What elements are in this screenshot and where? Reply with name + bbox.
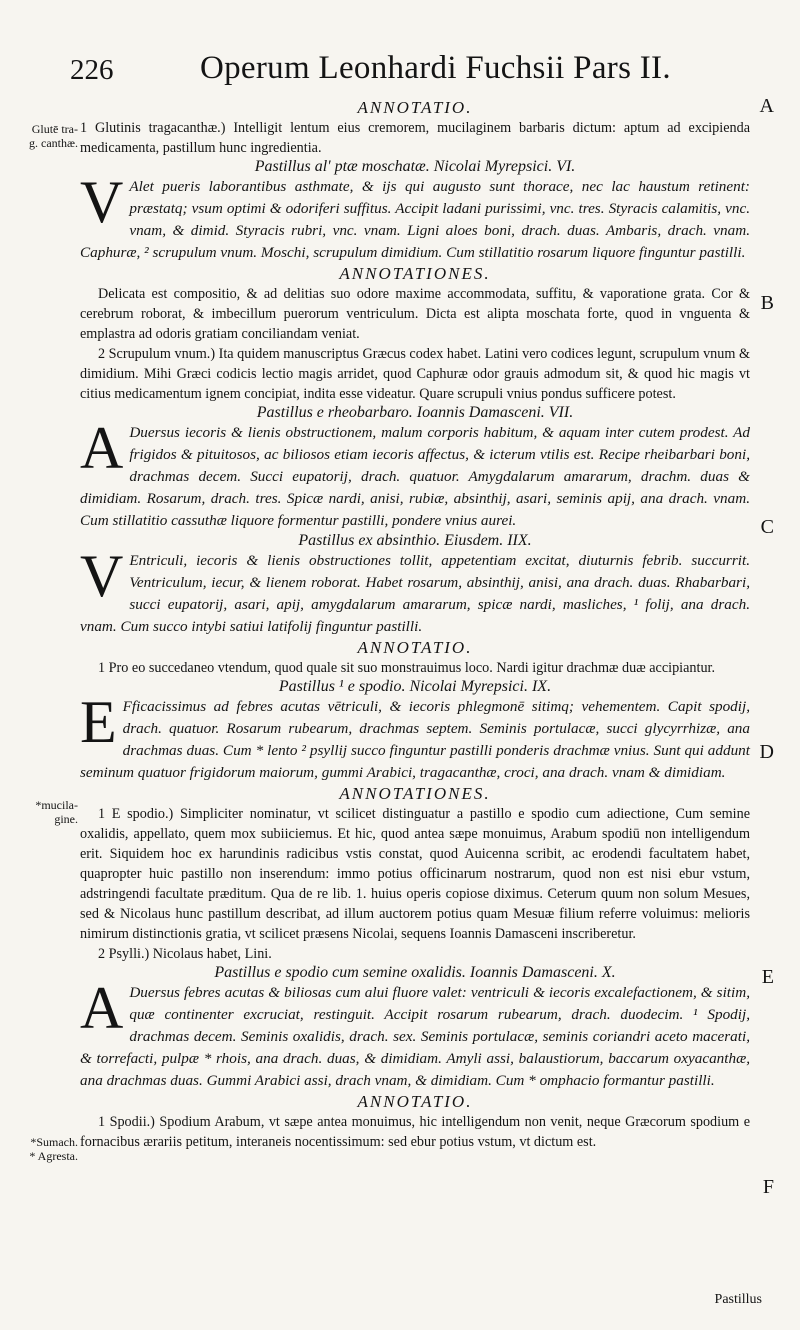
annotation-heading: ANNOTATIONES. — [339, 264, 491, 283]
text-column — [80, 98, 750, 1152]
recipe-title: Pastillus e spodio cum semine oxalidis. Ioannis Damasceni. X. — [214, 964, 616, 981]
recipe-text: Duersus febres acutas & biliosas cum alui fluore valet: ventriculi & iecoris excalefactionem, & sitim, quæ continenter excruciat, restinguit. Accipit rosarum rubearum, drach. duodecim. ¹ Spodij, drachmas decem. Seminis oxalidis, drach. sex. Seminis portulacæ, seminis coriandri aceto macerati, & torrefacti, pulpæ * rhois, ana drach. duas, & dimidiam. Amyli assi, balaustiorum, baccarum oxyacanthæ, ana drachmas duas. Gummi Arabici assi, drach vnam, & dimidiam. Cum * omphacio formantur pastilli. — [80, 984, 750, 1089]
annotation-paragraph: 1 E spodio.) Simpliciter nominatur, vt scilicet distinguatur a pastillo e spodio cum adiectione, Cum semine oxalidis, appellato, quem mox subiiciemus. Et hic, quod antea sæpe monuimus, Arabum spodiū non intelligendum erit. Siquidem hoc ex harundinis radicibus vstis constat, quod Auicenna scribit, ac erodendi facultatem habet, quapropter huic pastillo non inserendum: immo potius officinarum nostrarum, quod non est nisi ebur vstum, adstringendi facultate præditum. Qua de re lib. 1. huius operis copiose diximus. Ceterum quum non solum Mesues, sed & Nicolaus hunc pastillum describat, ad illum auctorem potius quam Mesuæ filium referre voluimus: melioris nimirum distinctionis gratia, vt scilicet præsens Nicolai, sequens Ioannis Damasceni inscriberetur. — [80, 806, 750, 942]
catchword: Pastillus — [714, 1292, 762, 1307]
margin-note-sumach-agresta: *Sumach. * Agresta. — [29, 1135, 78, 1163]
drop-capital: E — [80, 689, 117, 755]
annotation-paragraph: 1 Spodii.) Spodium Arabum, vt sæpe antea monuimus, hic intelligendum non venit, neque Græcorum spodium e fornacibus ærariis petitum, interaneis nocentissimum: sed ebur potius vstum, vt dictum est. — [80, 1114, 750, 1150]
page-number: 226 — [70, 54, 114, 86]
recipe-paragraph — [80, 975, 750, 1092]
section-marker-b: B — [760, 292, 774, 314]
annotation-paragraph: 2 Scrupulum vnum.) Ita quidem manuscriptus Græcus codex habet. Latini vero codices legunt, scrupulum vnum & dimidium. Mihi Græci codicis lectio magis arridet, quod Caphuræ odor grauis admodum sit, & quod hic magis vt citius medicamentum ignem concipiat, indita esse videatur. Quare scrupuli vnius pondus sufficere potest. — [80, 346, 750, 402]
drop-capital: V — [80, 169, 124, 235]
recipe-text: Fficacissimus ad febres acutas vētriculi, & iecoris phlegmonē sitimq; vehementem. Capit spodij, drach. quatuor. Rosarum rubearum, drachmas septem. Seminis portulacæ, succi glycyrrhizæ, ana drachmas duas. Cum * lento ² psyllij succo finguntur pastilli ponderis drachmæ vnius. Sunt qui addunt seminum quatuor frigidorum maiorum, gummi Arabici, tragacanthæ, croci, ana drach. vnam & dimidiam. — [80, 698, 750, 781]
recipe-title: Pastillus ¹ e spodio. Nicolai Myrepsici. IX. — [278, 678, 552, 695]
recipe-paragraph — [80, 689, 750, 784]
annotation-paragraph: Delicata est compositio, & ad delitias suo odore maxime accommodata, suffitu, & vaporatione grata. Cor & cerebrum roborat, & imbecillum puerorum ventriculum. Dicta est alipta moschata forte, quod in vnguenta & emplastra ad odoris gratiam conciliandam veniat. — [80, 286, 750, 342]
recipe-paragraph — [80, 415, 750, 532]
page-header — [70, 50, 710, 94]
drop-capital: A — [80, 975, 124, 1041]
section-marker-f: F — [762, 1176, 774, 1198]
section-marker-a: A — [759, 95, 774, 117]
recipe-text: Alet pueris laborantibus asthmate, & ijs qui augusto sunt thorace, nec lac haustum retinent: præstatq; vsum optimi & odoriferi suffitus. Accipit ladani purissimi, vnc. tres. Styracis calamitis, vnc. vnam, & dimid. Styracis rubri, vnc. vnam. Ligni aloes boni, drach. duas. Ambaris, drach. vnam. Caphuræ, ² scrupulum vnum. Moschi, scrupulum dimidium. Cum stillatitio rosarum liquore finguntur pastilli. — [80, 178, 750, 261]
margin-note-mucilagine: *mucila- gine. — [35, 798, 78, 826]
running-title: Operum Leonhardi Fuchsii Pars II. — [200, 50, 671, 86]
recipe-text: Duersus iecoris & lienis obstructionem, malum corporis habitum, & aquam inter cutem prodest. Ad frigidos & pituitosos, ac biliosos etiam iecoris affectus, & icterum vtilis est. Recipe rheibarbari boni, drachmas decem. Succi eupatorij, drach. quatuor. Amygdalarum amararum, drachm. duas & dimidiam. Rosarum, drach. tres. Spicæ nardi, anisi, rubiæ, absinthij, asari, seminis apij, ana drach. vnam. Cum stillatitio cassuthæ liquore formentur pastilli, pondere vnius aurei. — [80, 424, 750, 529]
annotation-paragraph: 1 Glutinis tragacanthæ.) Intelligit lentum eius cremorem, mucilaginem barbaris dictum: aptum ad excipienda medicamenta, pastillum hunc ingredientia. — [80, 120, 750, 156]
section-marker-e: E — [761, 966, 774, 988]
annotation-heading: ANNOTATIO. — [357, 638, 473, 657]
recipe-title: Pastillus al' ptæ moschatæ. Nicolai Myrepsici. VI. — [254, 158, 576, 175]
section-marker-d: D — [759, 741, 774, 763]
annotation-heading: ANNOTATIONES. — [339, 784, 491, 803]
margin-note-glute: Glutē tra- g. canthæ. — [29, 122, 78, 150]
recipe-title: Pastillus ex absinthio. Eiusdem. IIX. — [298, 532, 532, 549]
section-marker-c: C — [760, 516, 774, 538]
recipe-paragraph — [80, 543, 750, 638]
recipe-title: Pastillus e rheobarbaro. Ioannis Damasceni. VII. — [256, 404, 574, 421]
annotation-heading: ANNOTATIO. — [357, 98, 473, 117]
annotation-paragraph: 2 Psylli.) Nicolaus habet, Lini. — [98, 946, 272, 962]
drop-capital: V — [80, 543, 124, 609]
drop-capital: A — [80, 415, 124, 481]
recipe-text: Entriculi, iecoris & lienis obstructiones tollit, appetentiam excitat, diuturnis febrib. succurrit. Ventriculum, iecur, & lienem roborat. Habet rosarum, absinthij, anisi, ana drach. duas. Rhabarbari, succi eupatorij, asari, apij, amygdalarum amararum, spicæ nardi, masliches, ¹ folij, ana drach. vnam. Cum succo intybi satiui latifolij finguntur pastilli. — [80, 552, 750, 635]
annotation-paragraph: 1 Pro eo succedaneo vtendum, quod quale sit suo monstrauimus loco. Nardi igitur drachmæ duæ accipiantur. — [98, 660, 716, 676]
annotation-heading: ANNOTATIO. — [357, 1092, 473, 1111]
recipe-paragraph — [80, 169, 750, 264]
